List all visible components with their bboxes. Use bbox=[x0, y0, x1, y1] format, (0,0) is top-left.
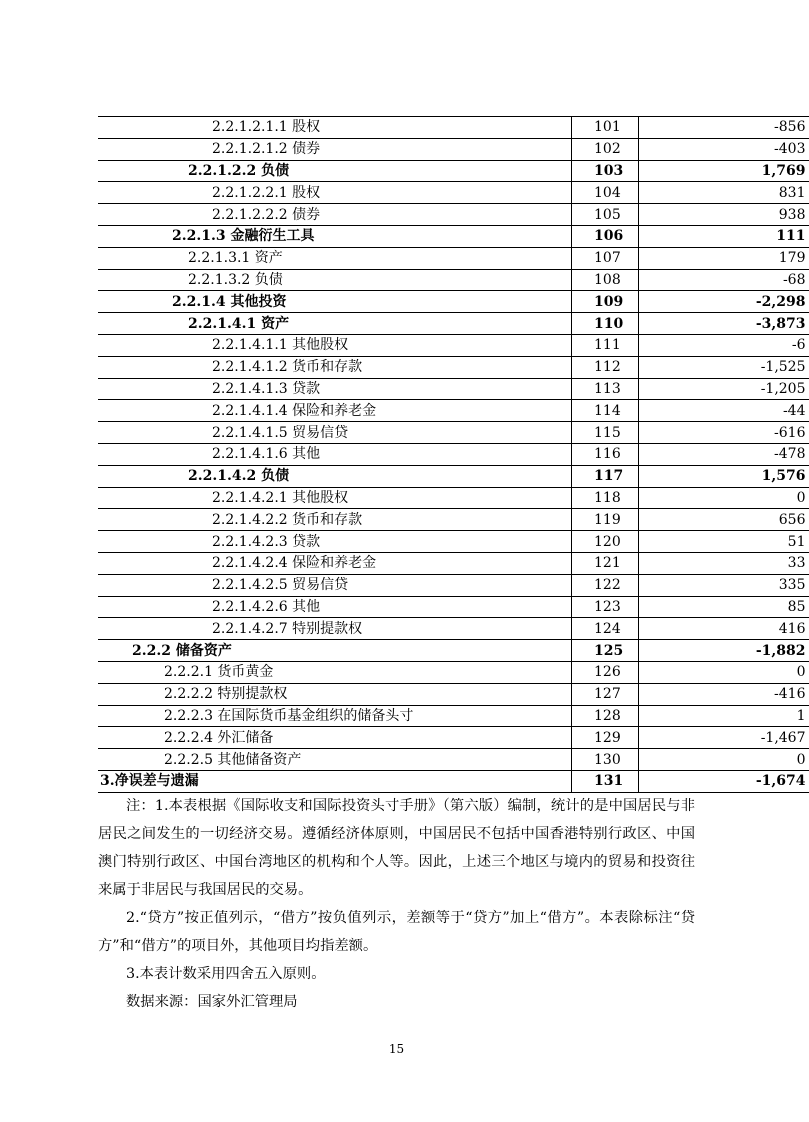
row-value: 1,769 bbox=[639, 160, 809, 182]
row-item-label: 2.2.1.4.2.3 贷款 bbox=[98, 531, 572, 553]
table-row bbox=[98, 618, 809, 640]
row-line-number: 122 bbox=[572, 574, 639, 596]
table-row bbox=[98, 422, 809, 444]
row-value: 0 bbox=[639, 487, 809, 509]
row-item-label: 2.2.1.2.2 负债 bbox=[98, 160, 572, 182]
table-row bbox=[98, 531, 809, 553]
row-line-number: 119 bbox=[572, 509, 639, 531]
row-line-number: 123 bbox=[572, 596, 639, 618]
row-line-number: 109 bbox=[572, 291, 639, 313]
table-row bbox=[98, 269, 809, 291]
row-line-number: 104 bbox=[572, 182, 639, 204]
row-item-label: 2.2.1.4.1 资产 bbox=[98, 313, 572, 335]
row-value: -44 bbox=[639, 400, 809, 422]
table-row bbox=[98, 487, 809, 509]
row-value: -1,674 bbox=[639, 770, 809, 792]
table-row bbox=[98, 334, 809, 356]
row-line-number: 105 bbox=[572, 204, 639, 226]
balance-of-payments-table bbox=[98, 116, 809, 793]
row-value: -416 bbox=[639, 683, 809, 705]
table-row bbox=[98, 225, 809, 247]
row-line-number: 127 bbox=[572, 683, 639, 705]
table-row bbox=[98, 443, 809, 465]
row-line-number: 115 bbox=[572, 422, 639, 444]
table-row bbox=[98, 640, 809, 662]
row-item-label: 2.2.2.2 特别提款权 bbox=[98, 683, 572, 705]
page-number: 15 bbox=[388, 1042, 405, 1056]
row-value: 111 bbox=[639, 225, 809, 247]
row-value: -3,873 bbox=[639, 313, 809, 335]
row-value: 0 bbox=[639, 661, 809, 683]
table-row bbox=[98, 552, 809, 574]
row-line-number: 117 bbox=[572, 465, 639, 487]
table-row bbox=[98, 160, 809, 182]
row-value: -1,205 bbox=[639, 378, 809, 400]
row-line-number: 128 bbox=[572, 705, 639, 727]
row-line-number: 120 bbox=[572, 531, 639, 553]
table-row bbox=[98, 683, 809, 705]
note-1: 注：1.本表根据《国际收支和国际投资头寸手册》（第六版）编制，统计的是中国居民与非居民之间发生的一切经济交易。遵循经济体原则，中国居民不包括中国香港特别行政区、中国澳门特别行政区、中国台湾地区的机构和个人等。因此，上述三个地区与境内的贸易和投资往来属于非居民与我国居民的交易。 bbox=[98, 798, 695, 898]
table-row bbox=[98, 705, 809, 727]
row-value: 831 bbox=[639, 182, 809, 204]
row-item-label: 2.2.1.3 金融衍生工具 bbox=[98, 225, 572, 247]
row-line-number: 118 bbox=[572, 487, 639, 509]
table-row bbox=[98, 574, 809, 596]
row-line-number: 113 bbox=[572, 378, 639, 400]
table-row bbox=[98, 465, 809, 487]
row-item-label: 2.2.1.2.2.2 债券 bbox=[98, 204, 572, 226]
table-row bbox=[98, 117, 809, 139]
row-line-number: 129 bbox=[572, 727, 639, 749]
row-value: 0 bbox=[639, 749, 809, 771]
row-item-label: 2.2.1.3.2 负债 bbox=[98, 269, 572, 291]
note-3: 3.本表计数采用四舍五入原则。 bbox=[126, 966, 326, 982]
table-row bbox=[98, 356, 809, 378]
row-value: -478 bbox=[639, 443, 809, 465]
row-item-label: 2.2.1.4.1.3 贷款 bbox=[98, 378, 572, 400]
row-line-number: 103 bbox=[572, 160, 639, 182]
row-item-label: 2.2.1.4 其他投资 bbox=[98, 291, 572, 313]
row-item-label: 2.2.1.4.2.4 保险和养老金 bbox=[98, 552, 572, 574]
row-line-number: 112 bbox=[572, 356, 639, 378]
row-item-label: 2.2.2 储备资产 bbox=[98, 640, 572, 662]
row-value: -6 bbox=[639, 334, 809, 356]
row-line-number: 131 bbox=[572, 770, 639, 792]
row-value: -68 bbox=[639, 269, 809, 291]
row-item-label: 2.2.2.4 外汇储备 bbox=[98, 727, 572, 749]
row-value: -1,525 bbox=[639, 356, 809, 378]
row-item-label: 2.2.2.1 货币黄金 bbox=[98, 661, 572, 683]
table-row bbox=[98, 378, 809, 400]
row-value: 416 bbox=[639, 618, 809, 640]
row-item-label: 2.2.1.4.2 负债 bbox=[98, 465, 572, 487]
row-item-label: 2.2.1.4.1.4 保险和养老金 bbox=[98, 400, 572, 422]
row-value: -1,467 bbox=[639, 727, 809, 749]
row-value: 33 bbox=[639, 552, 809, 574]
row-value: -856 bbox=[639, 117, 809, 139]
row-item-label: 2.2.1.4.1.2 货币和存款 bbox=[98, 356, 572, 378]
row-value: 1,576 bbox=[639, 465, 809, 487]
row-item-label: 2.2.2.3 在国际货币基金组织的储备头寸 bbox=[98, 705, 572, 727]
row-line-number: 102 bbox=[572, 138, 639, 160]
row-item-label: 3.净误差与遗漏 bbox=[98, 770, 572, 792]
table-row bbox=[98, 596, 809, 618]
notes-section bbox=[98, 792, 695, 1016]
row-value: -2,298 bbox=[639, 291, 809, 313]
table-row bbox=[98, 749, 809, 771]
row-item-label: 2.2.1.4.2.1 其他股权 bbox=[98, 487, 572, 509]
table-row bbox=[98, 138, 809, 160]
row-item-label: 2.2.1.3.1 资产 bbox=[98, 247, 572, 269]
row-value: 1 bbox=[639, 705, 809, 727]
table-row bbox=[98, 247, 809, 269]
row-line-number: 126 bbox=[572, 661, 639, 683]
table-row bbox=[98, 727, 809, 749]
table-row bbox=[98, 313, 809, 335]
row-item-label: 2.2.1.4.2.2 货币和存款 bbox=[98, 509, 572, 531]
row-item-label: 2.2.1.2.1.2 债券 bbox=[98, 138, 572, 160]
table-row bbox=[98, 182, 809, 204]
row-line-number: 106 bbox=[572, 225, 639, 247]
row-line-number: 111 bbox=[572, 334, 639, 356]
row-value: -1,882 bbox=[639, 640, 809, 662]
row-line-number: 116 bbox=[572, 443, 639, 465]
row-item-label: 2.2.1.4.1.6 其他 bbox=[98, 443, 572, 465]
row-line-number: 107 bbox=[572, 247, 639, 269]
row-item-label: 2.2.1.2.1.1 股权 bbox=[98, 117, 572, 139]
row-line-number: 114 bbox=[572, 400, 639, 422]
row-item-label: 2.2.2.5 其他储备资产 bbox=[98, 749, 572, 771]
row-item-label: 2.2.1.4.2.5 贸易信贷 bbox=[98, 574, 572, 596]
row-value: 51 bbox=[639, 531, 809, 553]
row-item-label: 2.2.1.4.2.6 其他 bbox=[98, 596, 572, 618]
row-item-label: 2.2.1.4.2.7 特别提款权 bbox=[98, 618, 572, 640]
table-row bbox=[98, 291, 809, 313]
row-value: 179 bbox=[639, 247, 809, 269]
table-row bbox=[98, 661, 809, 683]
row-item-label: 2.2.1.2.2.1 股权 bbox=[98, 182, 572, 204]
row-line-number: 108 bbox=[572, 269, 639, 291]
table-row bbox=[98, 204, 809, 226]
row-value: -616 bbox=[639, 422, 809, 444]
row-item-label: 2.2.1.4.1.5 贸易信贷 bbox=[98, 422, 572, 444]
row-value: 335 bbox=[639, 574, 809, 596]
row-line-number: 121 bbox=[572, 552, 639, 574]
row-value: -403 bbox=[639, 138, 809, 160]
row-line-number: 125 bbox=[572, 640, 639, 662]
row-line-number: 110 bbox=[572, 313, 639, 335]
row-value: 938 bbox=[639, 204, 809, 226]
note-2: 2.“贷方”按正值列示，“借方”按负值列示，差额等于“贷方”加上“借方”。本表除标注“贷方”和“借方”的项目外，其他项目均指差额。 bbox=[98, 910, 695, 954]
table-row bbox=[98, 770, 809, 792]
table-row bbox=[98, 400, 809, 422]
data-source: 数据来源：国家外汇管理局 bbox=[126, 994, 298, 1010]
row-item-label: 2.2.1.4.1.1 其他股权 bbox=[98, 334, 572, 356]
row-value: 85 bbox=[639, 596, 809, 618]
table-body bbox=[98, 117, 809, 793]
table-row bbox=[98, 509, 809, 531]
row-line-number: 130 bbox=[572, 749, 639, 771]
row-value: 656 bbox=[639, 509, 809, 531]
row-line-number: 101 bbox=[572, 117, 639, 139]
row-line-number: 124 bbox=[572, 618, 639, 640]
